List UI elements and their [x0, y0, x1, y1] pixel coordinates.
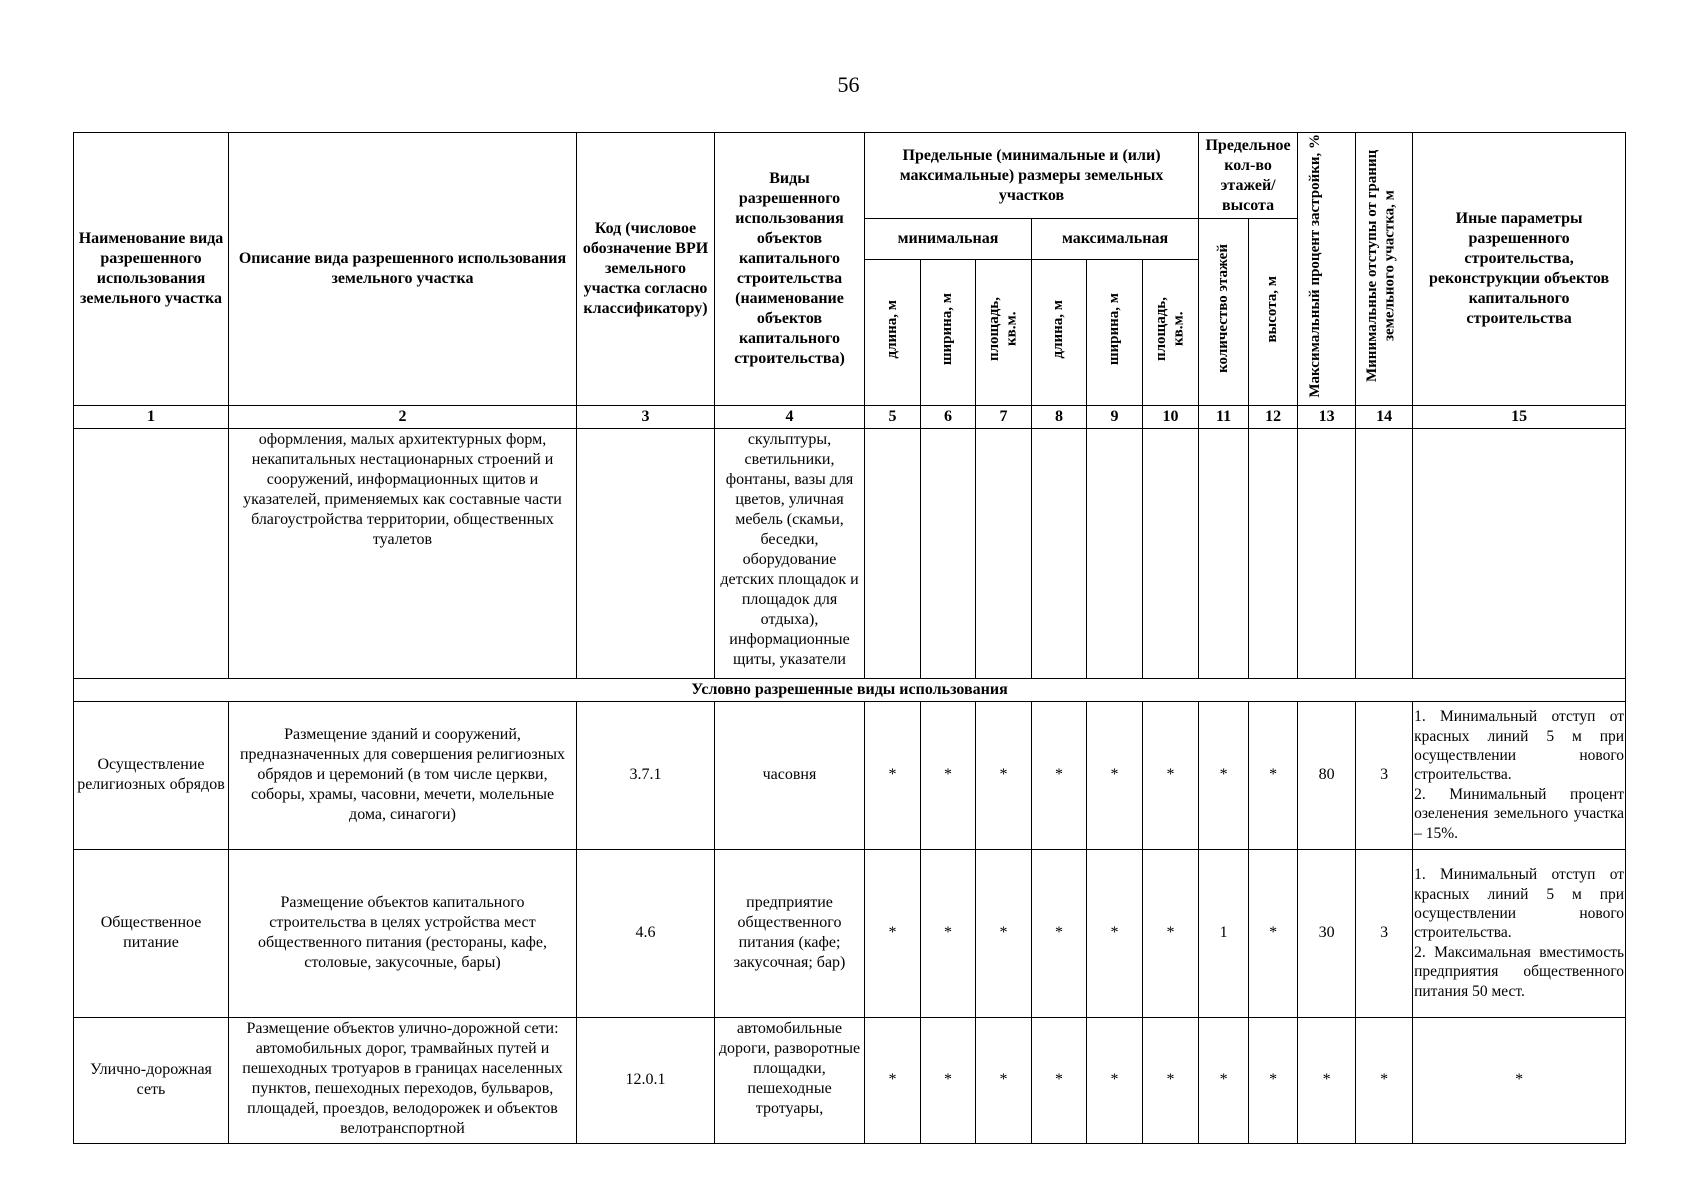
row-value: *: [1199, 1017, 1249, 1143]
row-code: 12.0.1: [577, 1017, 715, 1143]
continuation-name: [74, 428, 229, 678]
row-value: *: [1249, 701, 1298, 849]
table-row: [74, 849, 1626, 1017]
table-row: [74, 1017, 1626, 1143]
header-height-text: высота, м: [1264, 275, 1281, 343]
column-number: 11: [1199, 405, 1249, 428]
header-min-length-text: длина, м: [883, 299, 900, 359]
header-max-area-text: площадь, кв.м.: [1153, 297, 1187, 362]
header-group-sizes: Предельные (минимальные и (или) максимальные) размеры земельных участков: [865, 133, 1199, 219]
row-value: *: [976, 701, 1032, 849]
row-value: *: [921, 849, 976, 1017]
header-col15: Иные параметры разрешенного строительства, реконструкции объектов капитального строительства: [1413, 133, 1626, 406]
header-col14-text: Минимальные отступы от границ земельного участка, м: [1364, 149, 1398, 382]
row-other: *: [1413, 1017, 1626, 1143]
row-other: 1. Минимальный отступ от красных линий 5 м при осуществлении нового строительства. 2. Минимальный процент озеленения земельного участка – 15%.: [1413, 701, 1626, 849]
land-use-table: [73, 132, 1626, 1144]
header-max-area: [1143, 259, 1199, 405]
header-sub-max: максимальная: [1032, 219, 1199, 260]
row-other: 1. Минимальный отступ от красных линий 5 м при осуществлении нового строительства. 2. Максимальная вместимость предприятия общественного питания 50 мест.: [1413, 849, 1626, 1017]
table-row: [74, 701, 1626, 849]
column-number: 13: [1298, 405, 1356, 428]
row-objects: часовня: [715, 701, 865, 849]
row-value: *: [1249, 1017, 1298, 1143]
column-number: 15: [1413, 405, 1626, 428]
header-height: [1249, 219, 1298, 406]
row-value: *: [976, 849, 1032, 1017]
continuation-description: оформления, малых архитектурных форм, некапитальных нестационарных строений и сооружений, информационных щитов и указателей, применяемых как составные части благоустройства территории, общественных туалетов: [229, 428, 577, 678]
header-min-width: [921, 259, 976, 405]
header-floors-text: количество этажей: [1214, 244, 1231, 374]
row-code: 4.6: [577, 849, 715, 1017]
row-description: Размещение объектов капитального строительства в целях устройства мест общественного питания (рестораны, кафе, столовые, закусочные, бары): [229, 849, 577, 1017]
column-number: 5: [865, 405, 921, 428]
header-col13: [1298, 133, 1356, 406]
header-col14: [1356, 133, 1413, 406]
header-min-area: [976, 259, 1032, 405]
row-value: *: [1032, 1017, 1087, 1143]
header-col3: Код (числовое обозначение ВРИ земельного участка согласно классификатору): [577, 133, 715, 406]
header-col2: Описание вида разрешенного использования земельного участка: [229, 133, 577, 406]
row-name: Общественное питание: [74, 849, 229, 1017]
header-col4: Виды разрешенного использования объектов капитального строительства (наименование объектов капитального строительства): [715, 133, 865, 406]
column-number: 2: [229, 405, 577, 428]
row-objects: предприятие общественного питания (кафе; закусочная; бар): [715, 849, 865, 1017]
header-floors: [1199, 219, 1249, 406]
column-number: 14: [1356, 405, 1413, 428]
row-value: *: [976, 1017, 1032, 1143]
row-value: *: [865, 849, 921, 1017]
column-number: 4: [715, 405, 865, 428]
continuation-objects: скульптуры, светильники, фонтаны, вазы для цветов, уличная мебель (скамьи, беседки, оборудование детских площадок и площадок для отдыха), информационные щиты, указатели: [715, 428, 865, 678]
row-value: *: [1032, 849, 1087, 1017]
column-number: 9: [1087, 405, 1143, 428]
row-value: 3: [1356, 701, 1413, 849]
column-number: 6: [921, 405, 976, 428]
row-description: Размещение объектов улично-дорожной сети: автомобильных дорог, трамвайных путей и пешеходных тротуаров в границах населенных пунктов, пешеходных переходов, бульваров, площадей, проездов, велодорожек и объектов велотранспортной: [229, 1017, 577, 1143]
row-value: *: [1199, 701, 1249, 849]
row-description: Размещение зданий и сооружений, предназначенных для совершения религиозных обрядов и церемоний (в том числе церкви, соборы, храмы, часовни, мечети, молельные дома, синагоги): [229, 701, 577, 849]
row-value: *: [1249, 849, 1298, 1017]
row-name: Осуществление религиозных обрядов: [74, 701, 229, 849]
header-max-length: [1032, 259, 1087, 405]
row-value: *: [865, 701, 921, 849]
section-title: Условно разрешенные виды использования: [74, 678, 1626, 701]
row-value: *: [1143, 701, 1199, 849]
column-number-row: [74, 405, 1626, 428]
continuation-row: [74, 428, 1626, 678]
row-value: *: [921, 701, 976, 849]
header-max-width: [1087, 259, 1143, 405]
row-value: *: [1356, 1017, 1413, 1143]
row-code: 3.7.1: [577, 701, 715, 849]
row-value: *: [865, 1017, 921, 1143]
continuation-code: [577, 428, 715, 678]
header-min-width-text: ширина, м: [939, 293, 956, 366]
row-value: 80: [1298, 701, 1356, 849]
row-objects: автомобильные дороги, разворотные площадки, пешеходные тротуары,: [715, 1017, 865, 1143]
row-value: *: [1087, 1017, 1143, 1143]
column-number: 7: [976, 405, 1032, 428]
column-number: 10: [1143, 405, 1199, 428]
page-number: 56: [837, 72, 860, 97]
header-min-area-text: площадь, кв.м.: [986, 297, 1020, 362]
row-value: *: [1032, 701, 1087, 849]
column-number: 1: [74, 405, 229, 428]
row-value: *: [921, 1017, 976, 1143]
row-value: *: [1087, 849, 1143, 1017]
row-value: 1: [1199, 849, 1249, 1017]
row-name: Улично-дорожная сеть: [74, 1017, 229, 1143]
header-sub-min: минимальная: [865, 219, 1032, 260]
row-value: *: [1143, 1017, 1199, 1143]
row-value: *: [1298, 1017, 1356, 1143]
column-number: 3: [577, 405, 715, 428]
column-number: 8: [1032, 405, 1087, 428]
header-col1: Наименование вида разрешенного использования земельного участка: [74, 133, 229, 406]
column-number: 12: [1249, 405, 1298, 428]
row-value: 30: [1298, 849, 1356, 1017]
row-value: *: [1087, 701, 1143, 849]
header-col13-text: Максимальный процент застройки, %: [1306, 134, 1323, 398]
header-max-width-text: ширина, м: [1105, 293, 1122, 366]
header-min-length: [865, 259, 921, 405]
row-value: 3: [1356, 849, 1413, 1017]
row-value: *: [1143, 849, 1199, 1017]
header-group-floors: Предельное кол-во этажей/ высота: [1199, 133, 1298, 219]
header-max-length-text: длина, м: [1050, 299, 1067, 359]
